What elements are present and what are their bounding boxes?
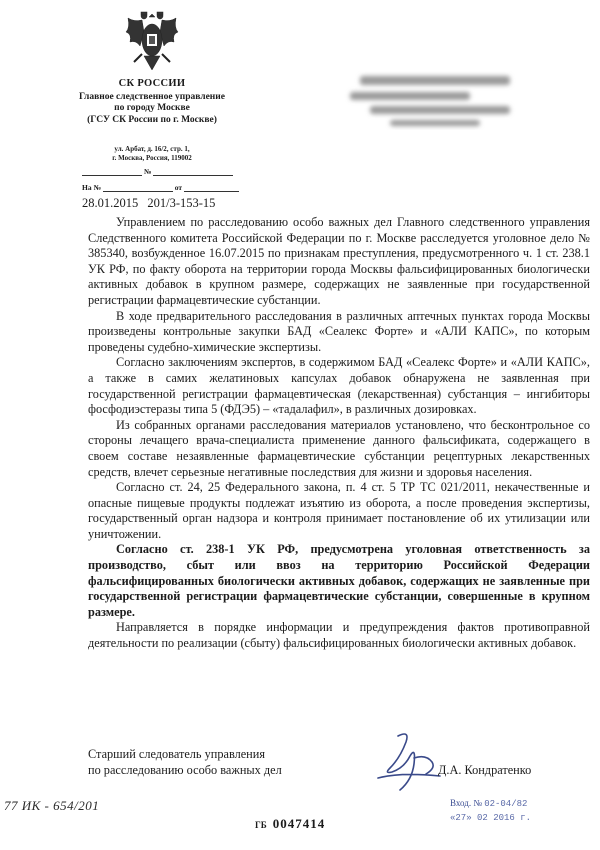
paragraph-bold: Согласно ст. 238-1 УК РФ, предусмотрена уголовная ответственность за производство, сбыт или ввоз на территорию Российской Федерации фальсифицированных биологически активных добавок, содержащих не заявленные при государственной регистрации фармацевтические субстанции, совершенные в крупном размере.	[88, 542, 590, 619]
stamp-label: Вход. №	[450, 798, 482, 808]
outgoing-number-line	[82, 167, 233, 176]
stamp-number: 02-04/82	[484, 799, 528, 809]
incoming-stamp	[450, 796, 531, 825]
stamp-date: «27» 02 2016 г.	[450, 813, 532, 823]
document-number: 201/3-153-15	[147, 196, 216, 210]
signatory-position	[88, 747, 282, 778]
paragraph: Согласно ст. 24, 25 Федерального закона, п. 4 ст. 5 ТР ТС 021/2011, некачественные и опасные пищевые продукты подлежат изъятию из оборота, а после проведения экспертизы, государственный орган надзора и контроля принимает постановление об их утилизации или уничтожении.	[88, 480, 590, 541]
org-line: Главное следственное управление	[79, 91, 225, 102]
paragraph: Согласно заключениям экспертов, в содержимом БАД «Сеалекс Форте» и «АЛИ КАПС», а также в самих желатиновых капсулах добавок обнаружена не заявленная при государственной регистрации фармацевтическая (лекарственная) субстанция – ингибиторы фосфодиэстеразы типа 5 (ФДЭ5) – «тадалафил», в различных дозировках.	[88, 355, 590, 417]
date-and-number	[82, 196, 215, 211]
ref-from: от	[174, 183, 183, 192]
handwritten-reference: 77 ИК - 654/201	[4, 798, 100, 813]
paragraph: Направляется в порядке информации и предупреждения фактов противоправной деятельности по реализации (сбыту) фальсифицированных биологически активных добавок.	[88, 620, 590, 651]
document-date: 28.01.2015	[82, 196, 139, 210]
redacted-addressee	[330, 70, 520, 130]
signatory-name: Д.А. Кондратенко	[438, 763, 532, 777]
ref-prefix: На №	[82, 183, 101, 192]
organization-header	[52, 78, 252, 126]
org-name: СК РОССИИ	[118, 78, 186, 89]
address-line: г. Москва, Россия, 119002	[112, 154, 192, 162]
org-line: по городу Москве	[114, 103, 190, 113]
reference-line	[82, 183, 239, 192]
org-line: (ГСУ СК России по г. Москве)	[87, 114, 217, 125]
number-symbol: №	[143, 167, 152, 176]
org-address	[52, 145, 252, 163]
address-line: ул. Арбат, д. 16/2, стр. 1,	[114, 145, 190, 153]
serial-prefix: ГБ	[255, 820, 267, 830]
position-line: Старший следователь управления	[88, 747, 265, 761]
form-serial	[255, 816, 325, 832]
paragraph: Из собранных органами расследования материалов установлено, что бесконтрольное со стороны лечащего врача-специалиста применение данного фальсификата, содержащего в своем составе незаявленные фармацевтические субстанции рецептурных лекарственных средств, влечет серьезные негативные последствия для жизни и здоровья населения.	[88, 417, 590, 479]
letter-body	[88, 215, 590, 652]
serial-number: 0047414	[272, 816, 326, 831]
paragraph: В ходе предварительного расследования в различных аптечных пунктах города Москвы произведены контрольные закупки БАД «Сеалекс Форте» и «АЛИ КАПС», по которым проведены судебно-химические экспертизы.	[88, 308, 590, 354]
paragraph: Управлением по расследованию особо важных дел Главного следственного управления Следственного комитета Российской Федерации по г. Москве расследуется уголовное дело № 385340, возбужденное 16.07.2015 по признакам преступления, предусмотренного ч. 1 ст. 238.1 УК РФ, по факту оборота на территории города Москвы фальсифицированных биологически активных добавок в крупном размере, содержащих не заявленные при государственной регистрации фармацевтические субстанции.	[88, 215, 590, 307]
coat-of-arms-icon	[124, 10, 180, 74]
position-line: по расследованию особо важных дел	[88, 762, 282, 777]
